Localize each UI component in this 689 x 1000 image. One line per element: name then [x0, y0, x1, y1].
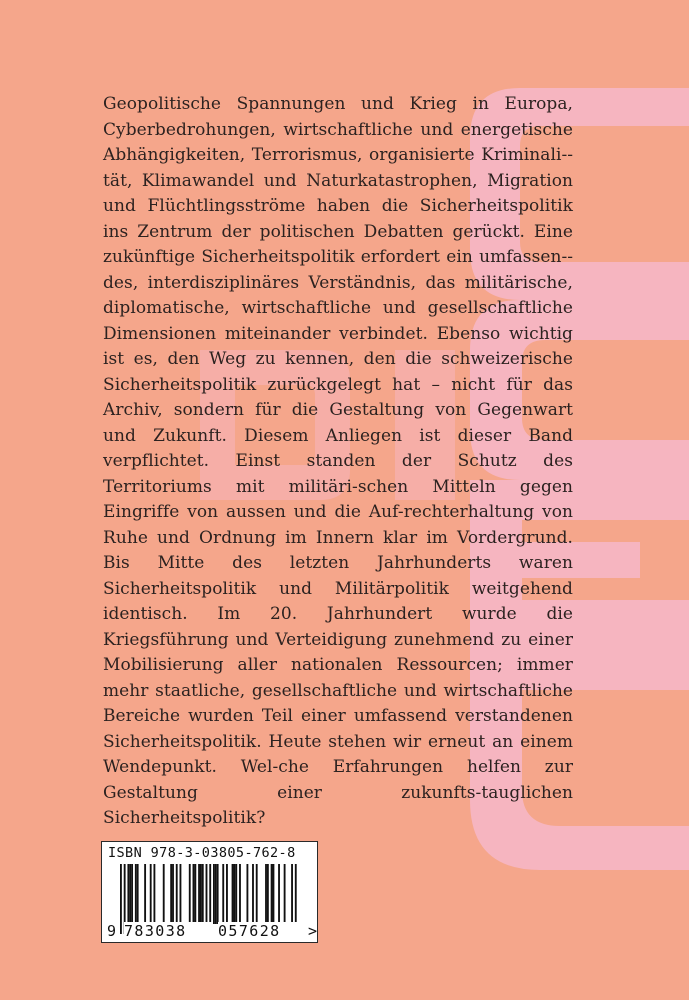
- quiet-zone-mark: >: [308, 922, 318, 940]
- barcode-bar: [198, 864, 200, 924]
- barcode-bar: [233, 864, 235, 924]
- barcode-bar: [150, 864, 152, 924]
- barcode-bar: [137, 864, 139, 924]
- barcode-bar: [202, 864, 204, 924]
- barcode-bar: [226, 864, 228, 924]
- barcode-bar: [194, 864, 196, 924]
- isbn-barcode: [101, 841, 318, 943]
- barcode-bar: [246, 864, 248, 924]
- barcode-bar: [189, 864, 191, 924]
- blurb-text: Geopolitische Spannungen und Krieg in Europa, Cyberbedrohungen, wirtschaftliche und energetische Abhängigkeiten, Terrorismus, organisierte Kriminali-tät, Klimawandel und Naturkatastrophen, Migration und Flüchtlingsströme haben die Sicherheitspolitik ins Zentrum der politischen Debatten gerückt. Eine zukünftige Sicherheitspolitik erfordert ein umfassen-des, interdisziplinäres Verständnis, das militärische, diplomatische, wirtschaftliche und gesellschaftliche Dimensionen miteinander verbindet. Ebenso wichtig ist es, den Weg zu kennen, den die schweizerische Sicherheitspolitik zurückgelegt hat – nicht für das Archiv, sondern für die Gestaltung von Gegenwart und Zukunft. Diesem Anliegen ist dieser Band verpflichtet. Einst standen der Schutz des Territoriums mit militäri-schen Mitteln gegen Eingriffe von aussen und die Auf-rechterhaltung von Ruhe und Ordnung im Innern klar im Vordergrund. Bis Mitte des letzten Jahrhunderts waren Sicherheitspolitik und Militärpolitik weitgehend identisch. Im 20. Jahrhundert wurde die Kriegsführung und Verteidigung zunehmend zu einer Mobilisierung aller nationalen Ressourcen; immer mehr staatliche, gesellschaftliche und wirtschaftliche Bereiche wurden Teil einer umfassend verstandenen Sicherheitspolitik. Heute stehen wir erneut an einem Wendepunkt. Wel-che Erfahrungen helfen zur Gestaltung einer zukunfts-tauglichen Sicherheitspolitik?: [103, 94, 573, 828]
- isbn-label: ISBN 978-3-03805-762-8: [108, 845, 296, 861]
- barcode-bar: [273, 864, 275, 924]
- barcode-bar: [265, 864, 267, 924]
- barcode-bar: [120, 864, 122, 934]
- barcode-bar: [131, 864, 133, 924]
- barcode-bar: [172, 864, 174, 924]
- barcode-bar: [163, 864, 165, 924]
- barcode-bar: [200, 864, 202, 924]
- ean-right-digits: 057628: [218, 922, 307, 940]
- ean-left-digits: 783038: [124, 922, 213, 940]
- barcode-bar: [135, 864, 137, 924]
- barcode-bar: [215, 864, 217, 924]
- barcode-bar: [129, 864, 131, 924]
- barcode-bar: [271, 864, 273, 924]
- barcode-bar: [235, 864, 237, 924]
- barcode-bar: [176, 864, 178, 924]
- barcode-bar: [256, 864, 258, 924]
- barcode-bar: [180, 864, 182, 924]
- barcode-bar: [232, 864, 234, 924]
- barcode-bar: [127, 864, 129, 924]
- barcode-bar: [278, 864, 280, 924]
- barcode-bar: [213, 864, 215, 924]
- barcode-bar: [222, 864, 224, 924]
- barcode-bar: [153, 864, 155, 924]
- barcode-bar: [217, 864, 219, 924]
- barcode-bar: [267, 864, 269, 924]
- barcode-bar: [144, 864, 146, 924]
- ean-lead-digit: 9: [107, 922, 117, 940]
- barcode-bar: [239, 864, 241, 924]
- barcode-bar: [252, 864, 254, 924]
- barcode-bar: [193, 864, 195, 924]
- barcode-bar: [284, 864, 286, 924]
- barcode-bar: [170, 864, 172, 924]
